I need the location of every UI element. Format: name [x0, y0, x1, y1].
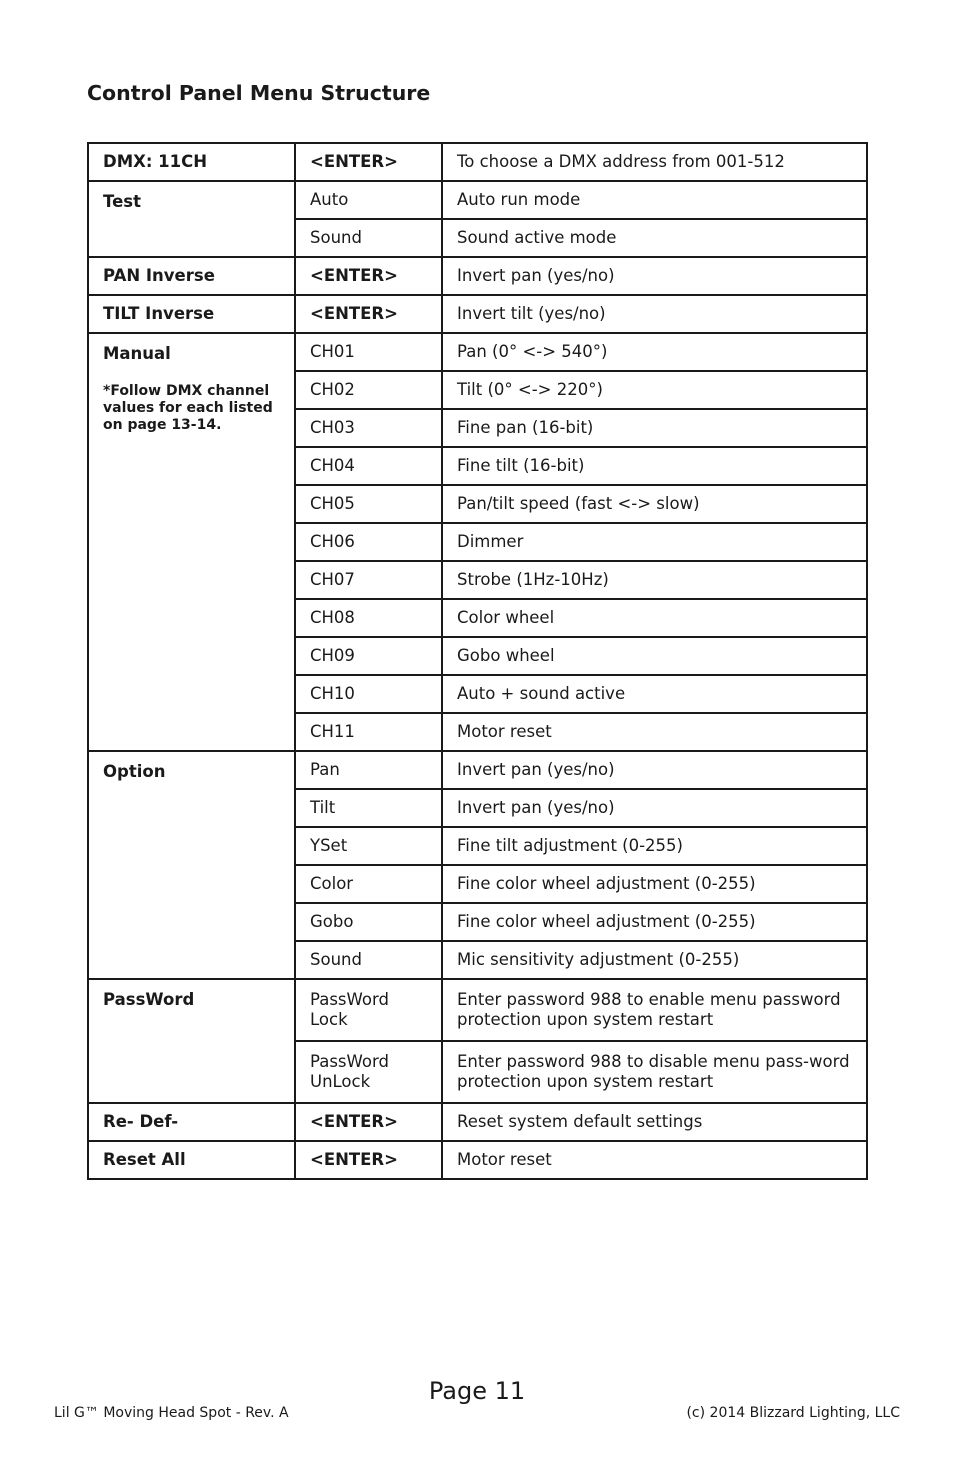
menu-cell: PassWord: [88, 979, 295, 1103]
menu-cell: [88, 333, 295, 751]
option-cell: PassWord UnLock: [295, 1041, 442, 1103]
description-cell: Fine color wheel adjustment (0-255): [442, 903, 867, 941]
option-cell: CH04: [295, 447, 442, 485]
description-cell: Invert pan (yes/no): [442, 257, 867, 295]
description-cell: Pan (0° <-> 540°): [442, 333, 867, 371]
table-row: [88, 1141, 867, 1179]
description-cell: Tilt (0° <-> 220°): [442, 371, 867, 409]
description-cell: Fine tilt (16-bit): [442, 447, 867, 485]
description-cell: Invert tilt (yes/no): [442, 295, 867, 333]
option-cell: <ENTER>: [295, 143, 442, 181]
description-cell: Motor reset: [442, 713, 867, 751]
description-cell: Gobo wheel: [442, 637, 867, 675]
option-cell: CH09: [295, 637, 442, 675]
description-cell: Fine tilt adjustment (0-255): [442, 827, 867, 865]
table-row: [88, 257, 867, 295]
option-cell: CH06: [295, 523, 442, 561]
option-cell: Sound: [295, 219, 442, 257]
footer-copyright: (c) 2014 Blizzard Lighting, LLC: [686, 1405, 900, 1421]
option-cell: <ENTER>: [295, 1141, 442, 1179]
option-cell: <ENTER>: [295, 295, 442, 333]
menu-cell: Reset All: [88, 1141, 295, 1179]
menu-cell: PAN Inverse: [88, 257, 295, 295]
menu-structure-table: [87, 142, 868, 1180]
option-cell: Auto: [295, 181, 442, 219]
description-cell: Fine color wheel adjustment (0-255): [442, 865, 867, 903]
option-cell: CH08: [295, 599, 442, 637]
option-cell: CH01: [295, 333, 442, 371]
option-cell: Sound: [295, 941, 442, 979]
table-row: [88, 333, 867, 371]
description-cell: Pan/tilt speed (fast <-> slow): [442, 485, 867, 523]
description-cell: Invert pan (yes/no): [442, 751, 867, 789]
menu-cell: Re- Def-: [88, 1103, 295, 1141]
description-cell: Invert pan (yes/no): [442, 789, 867, 827]
option-cell: CH05: [295, 485, 442, 523]
description-cell: Dimmer: [442, 523, 867, 561]
table-row: [88, 295, 867, 333]
menu-cell: DMX: 11CH: [88, 143, 295, 181]
description-cell: Auto + sound active: [442, 675, 867, 713]
option-cell: PassWord Lock: [295, 979, 442, 1041]
option-cell: CH02: [295, 371, 442, 409]
menu-cell: Test: [88, 181, 295, 257]
menu-note: *Follow DMX channel values for each listed on page 13-14.: [103, 383, 273, 433]
option-cell: <ENTER>: [295, 257, 442, 295]
description-cell: Enter password 988 to enable menu password protection upon system restart: [442, 979, 867, 1041]
description-cell: Mic sensitivity adjustment (0-255): [442, 941, 867, 979]
table-row: [88, 979, 867, 1041]
option-cell: YSet: [295, 827, 442, 865]
menu-cell: Option: [88, 751, 295, 979]
menu-label: Manual: [103, 344, 171, 363]
description-cell: Enter password 988 to disable menu pass-word protection upon system restart: [442, 1041, 867, 1103]
description-cell: To choose a DMX address from 001-512: [442, 143, 867, 181]
table-row: [88, 751, 867, 789]
option-cell: Gobo: [295, 903, 442, 941]
option-cell: Pan: [295, 751, 442, 789]
option-cell: Color: [295, 865, 442, 903]
description-cell: Auto run mode: [442, 181, 867, 219]
description-cell: Motor reset: [442, 1141, 867, 1179]
menu-cell: TILT Inverse: [88, 295, 295, 333]
description-cell: Sound active mode: [442, 219, 867, 257]
table-row: [88, 143, 867, 181]
page-number: Page 11: [428, 1377, 526, 1405]
description-cell: Strobe (1Hz-10Hz): [442, 561, 867, 599]
description-cell: Fine pan (16-bit): [442, 409, 867, 447]
option-cell: CH07: [295, 561, 442, 599]
table-row: [88, 181, 867, 219]
table-row: [88, 1103, 867, 1141]
option-cell: CH10: [295, 675, 442, 713]
footer-product: Lil G™ Moving Head Spot - Rev. A: [54, 1405, 289, 1421]
option-cell: <ENTER>: [295, 1103, 442, 1141]
option-cell: Tilt: [295, 789, 442, 827]
description-cell: Color wheel: [442, 599, 867, 637]
option-cell: CH03: [295, 409, 442, 447]
page-title: Control Panel Menu Structure: [87, 81, 431, 105]
option-cell: CH11: [295, 713, 442, 751]
description-cell: Reset system default settings: [442, 1103, 867, 1141]
